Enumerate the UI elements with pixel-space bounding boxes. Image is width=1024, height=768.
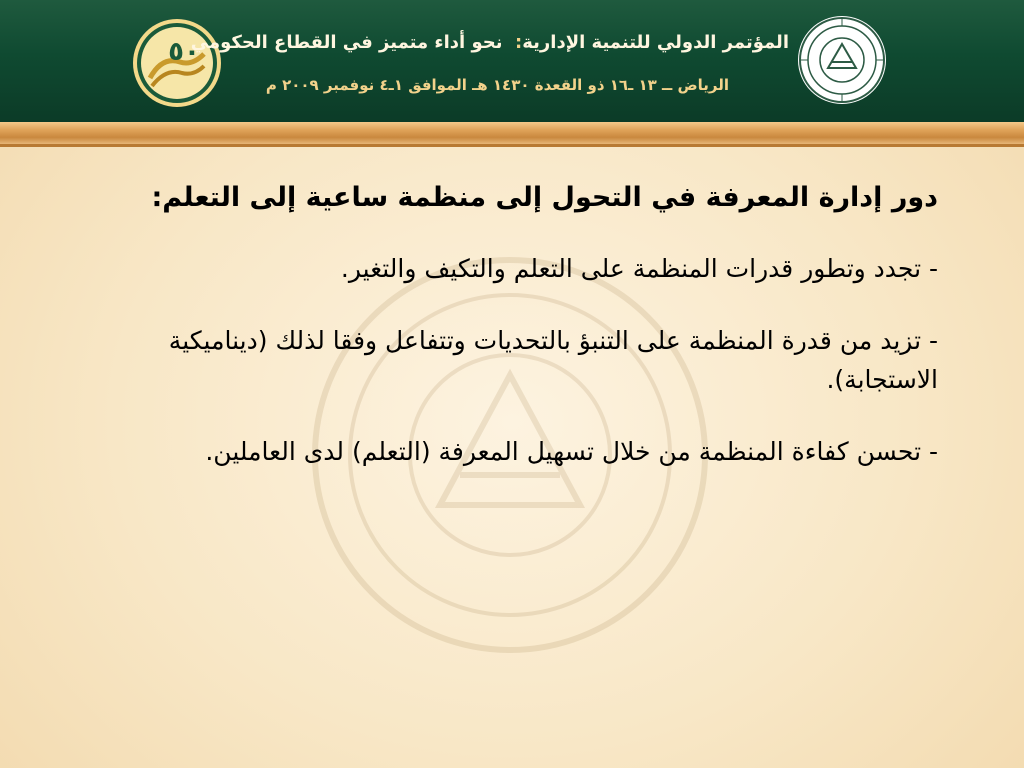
institute-of-public-administration-seal-icon	[796, 14, 888, 106]
slide-heading: دور إدارة المعرفة في التحول إلى منظمة ساعية إلى التعلم:	[151, 182, 938, 213]
bullet-item: - تزيد من قدرة المنظمة على التنبؤ بالتحديات وتتفاعل وفقا لذلك (ديناميكية الاستجابة).	[168, 326, 938, 394]
conference-name: المؤتمر الدولي للتنمية الإدارية	[522, 32, 789, 53]
bullet-item: - تجدد وتطور قدرات المنظمة على التعلم والتكيف والتغير.	[340, 254, 938, 284]
header-divider	[0, 144, 1024, 147]
conference-title	[190, 32, 789, 53]
slide-content	[60, 180, 938, 504]
header-gold-band	[0, 122, 1024, 144]
anniversary-numeral: ٥٠	[168, 37, 200, 67]
conference-dates: الرياض ــ ١٣ ـ١٦ ذو القعدة ١٤٣٠ هـ الموافق ١ـ٤ نوفمبر ٢٠٠٩ م	[265, 76, 729, 94]
conference-separator: :	[515, 32, 523, 53]
bullet-item: - تحسن كفاءة المنظمة من خلال تسهيل المعرفة (التعلم) لدى العاملين.	[205, 436, 938, 466]
conference-theme: نحو أداء متميز في القطاع الحكومي	[190, 32, 503, 53]
